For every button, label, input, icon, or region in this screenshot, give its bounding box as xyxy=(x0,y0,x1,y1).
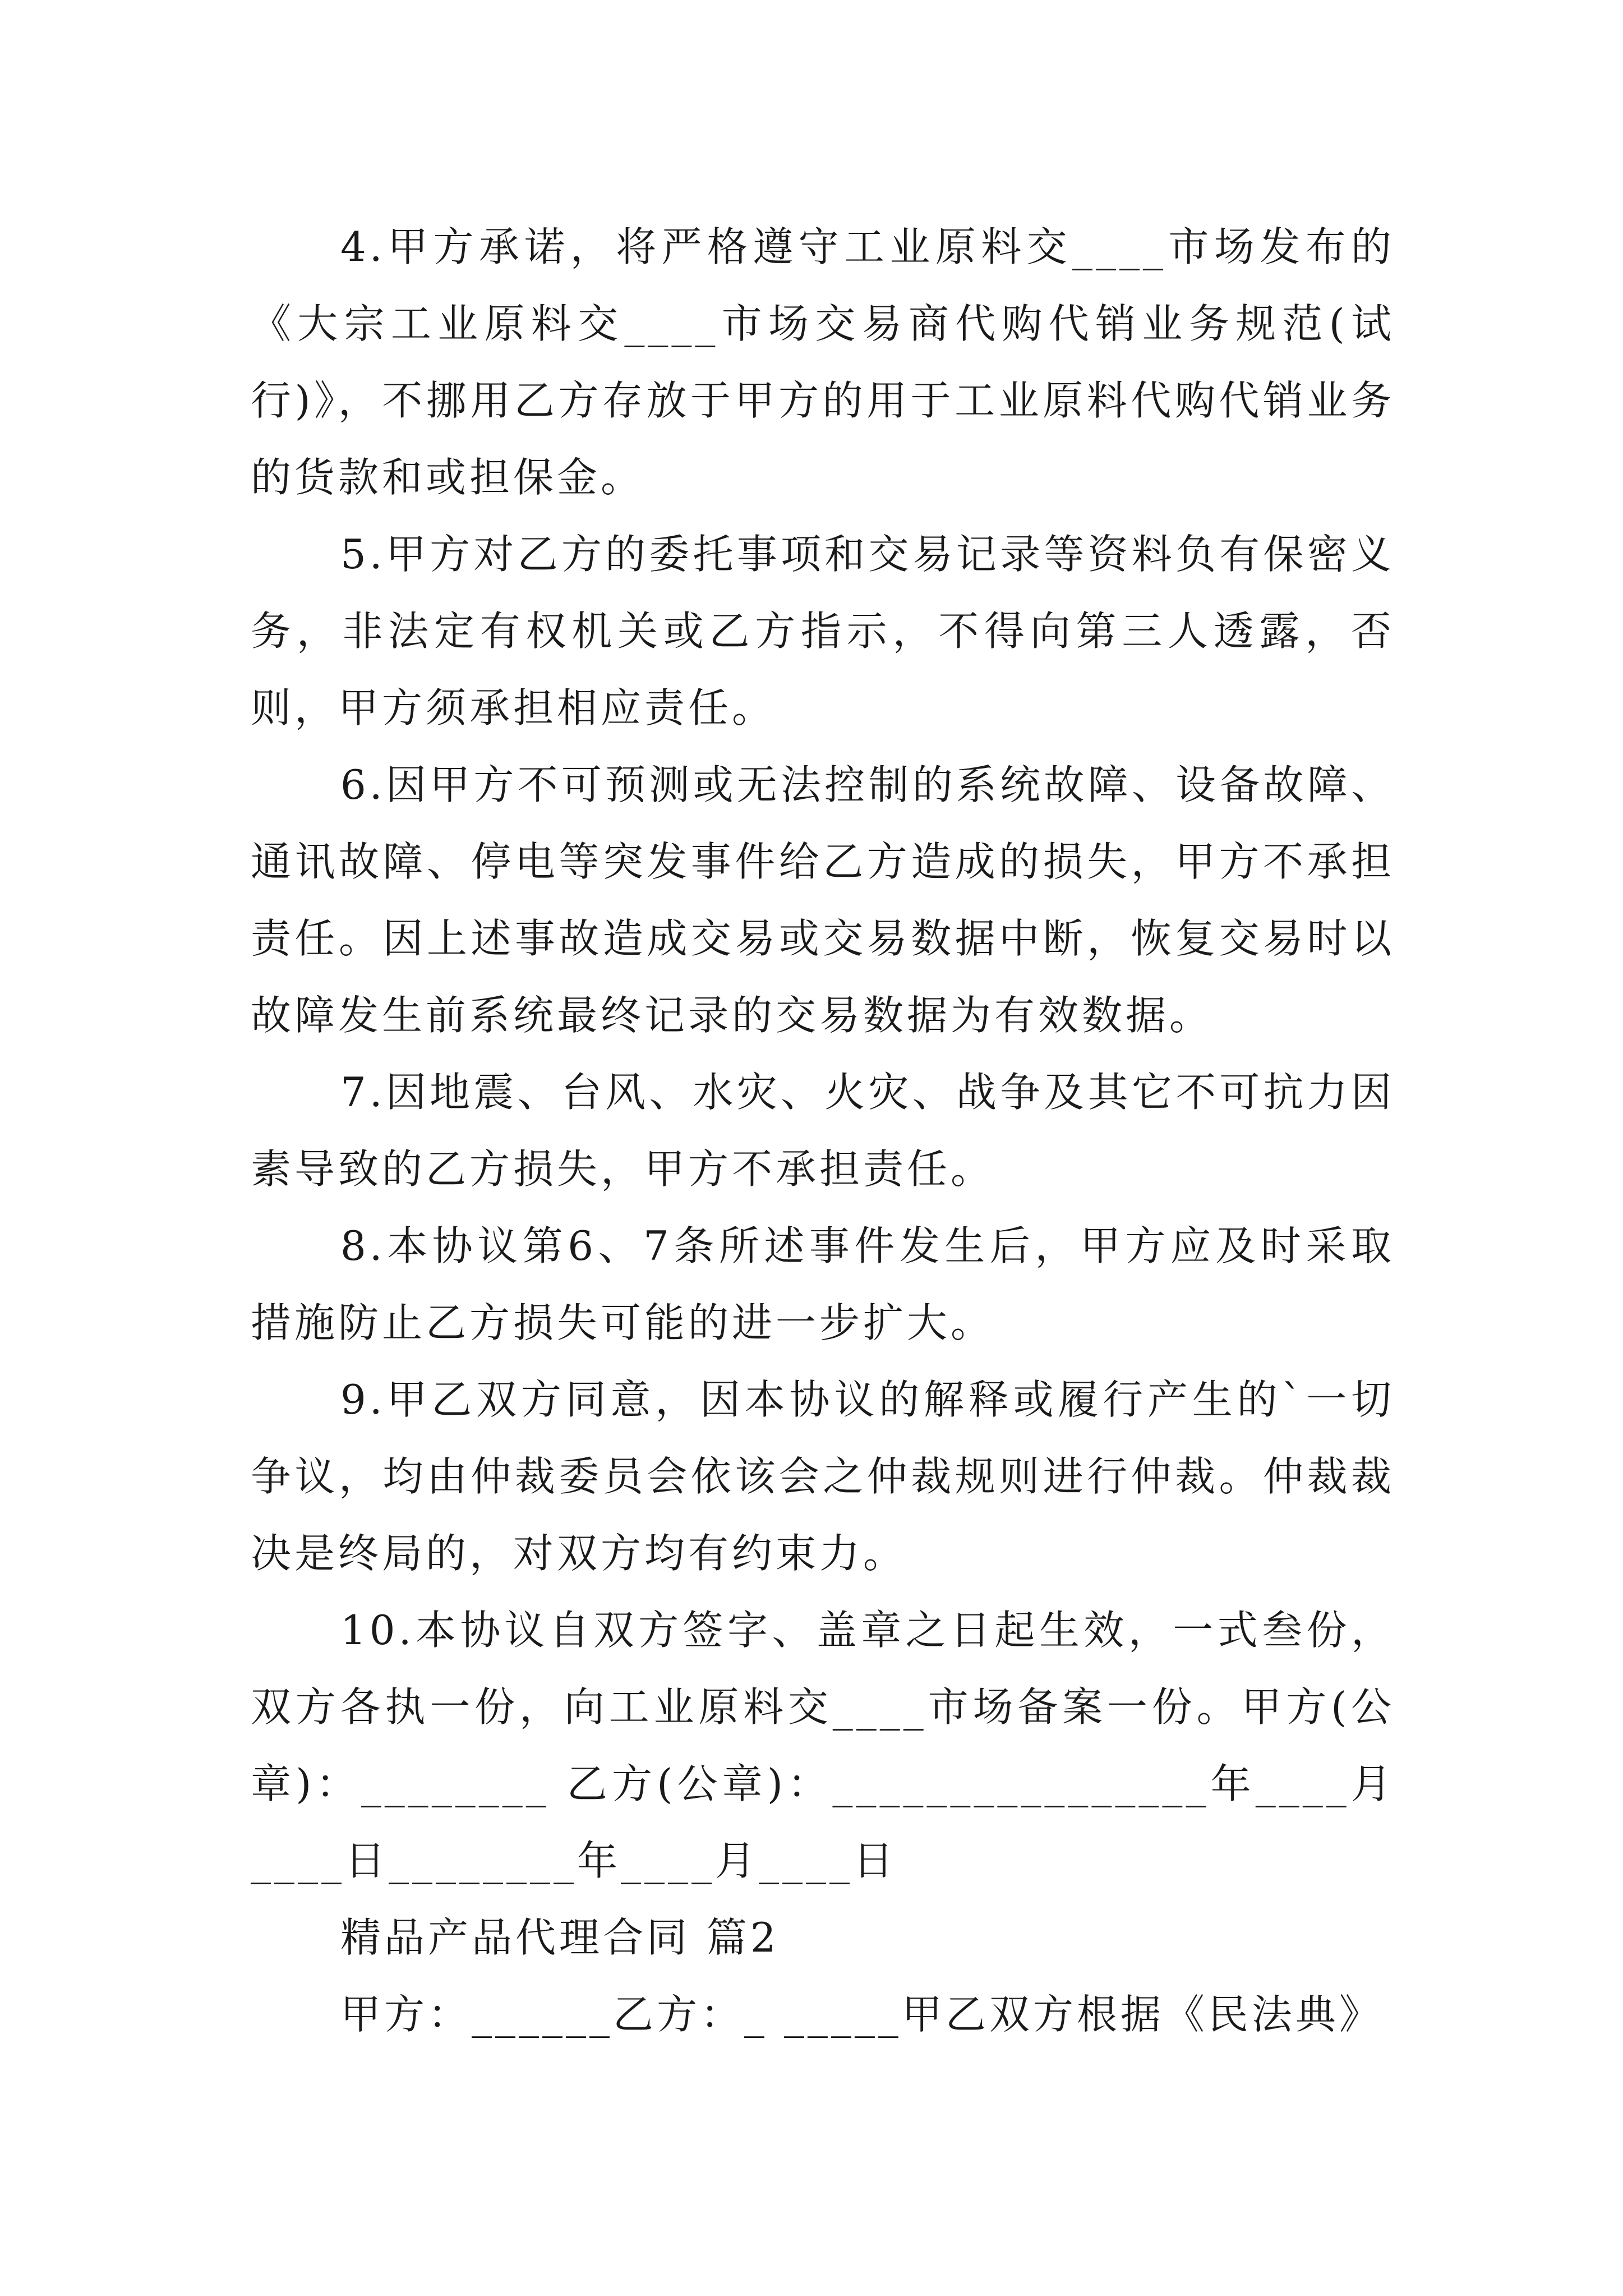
clause-10: 10.本协议自双方签字、盖章之日起生效，一式叁份，双方各执一份，向工业原料交____市场备案一份。甲方(公章)：________ 乙方(公章)：________________年____月____日________年____月____日 xyxy=(251,1607,1395,1884)
clause-9: 9.甲乙双方同意，因本协议的解释或履行产生的`一切争议，均由仲裁委员会依该会之仲裁规则进行仲裁。仲裁裁决是终局的，对双方均有约束力。 xyxy=(251,1376,1395,1577)
clause-7: 7.因地震、台风、水灾、火灾、战争及其它不可抗力因素导致的乙方损失，甲方不承担责任。 xyxy=(251,1069,1395,1193)
document-body xyxy=(251,209,1395,2053)
clause-8: 8.本协议第6、7条所述事件发生后，甲方应及时采取措施防止乙方损失可能的进一步扩大。 xyxy=(251,1222,1395,1346)
parties-line: 甲方：______乙方：_ _____甲乙双方根据《民法典》 xyxy=(340,1991,1383,2038)
clause-6: 6.因甲方不可预测或无法控制的系统故障、设备故障、通讯故障、停电等突发事件给乙方造成的损失，甲方不承担责任。因上述事故造成交易或交易数据中断，恢复交易时以故障发生前系统最终记录的交易数据为有效数据。 xyxy=(251,761,1395,1039)
clause-4: 4.甲方承诺，将严格遵守工业原料交____市场发布的《大宗工业原料交____市场交易商代购代销业务规范(试行)》，不挪用乙方存放于甲方的用于工业原料代购代销业务的货款和或担保金。 xyxy=(251,223,1395,501)
section-heading: 精品产品代理合同 篇2 xyxy=(340,1914,780,1961)
clause-5: 5.甲方对乙方的委托事项和交易记录等资料负有保密义务，非法定有权机关或乙方指示，不得向第三人透露，否则，甲方须承担相应责任。 xyxy=(251,531,1395,731)
